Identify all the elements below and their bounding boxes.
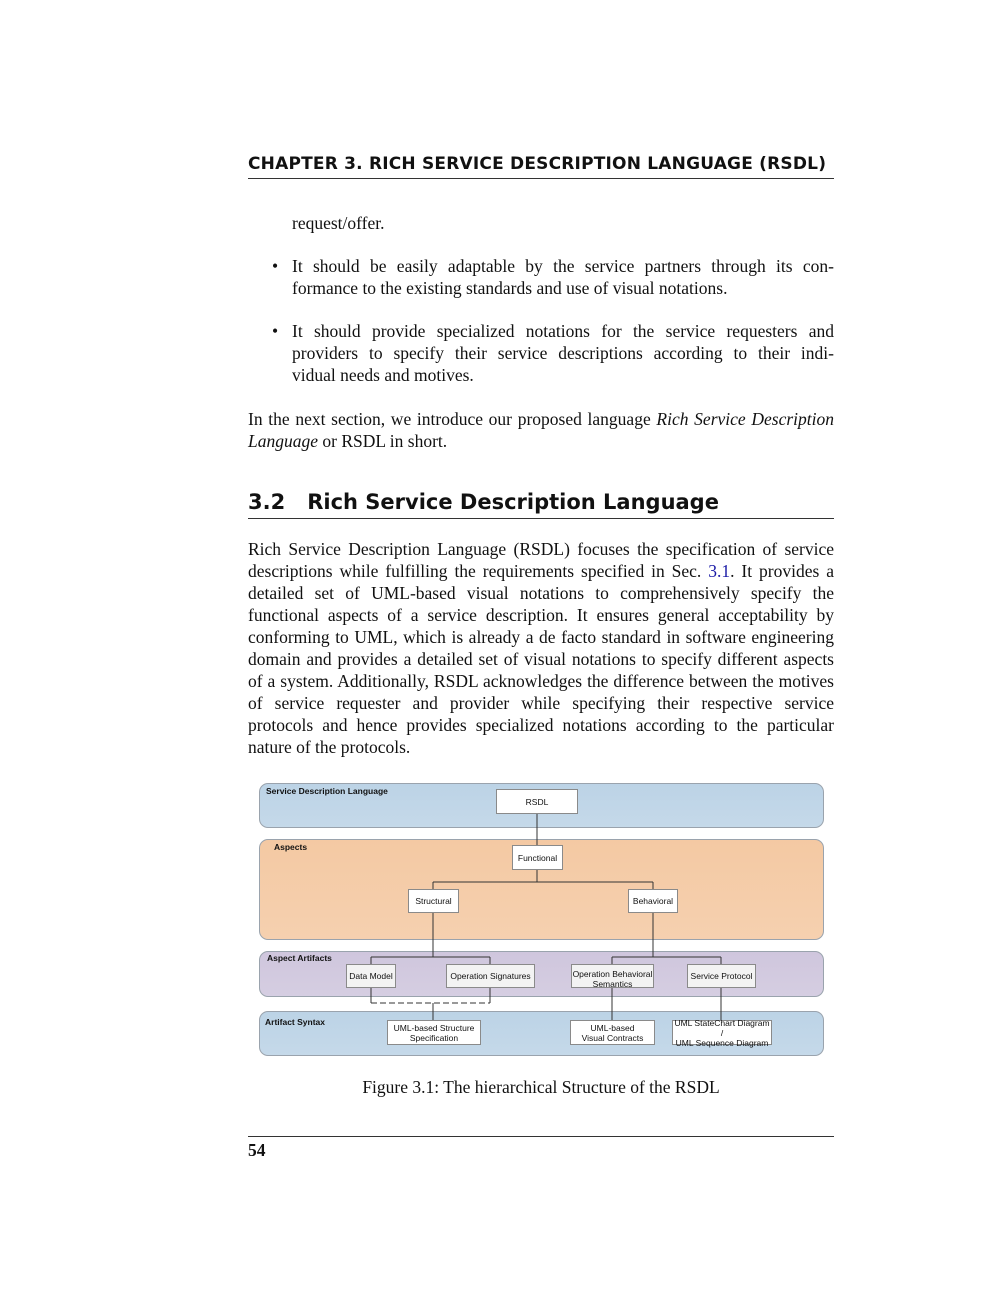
section-number: 3.2 (248, 490, 286, 514)
running-header: CHAPTER 3. RICH SERVICE DESCRIPTION LANGUAGE (RSDL) (248, 154, 834, 179)
structural-box: Structural (408, 889, 459, 913)
section-reference-link[interactable]: 3.1 (708, 561, 731, 581)
band-label: Aspect Artifacts (267, 953, 332, 963)
band-label: Aspects (274, 842, 308, 852)
box-line: Operation Behavioral (572, 969, 653, 979)
data-model-box: Data Model (346, 964, 396, 988)
uml-visual-contracts-box (570, 1020, 655, 1045)
band-label: Service Description Language (266, 786, 388, 796)
uml-structure-specification-box (387, 1020, 481, 1045)
bullet-line: formance to the existing standards and use of visual notations. (292, 278, 728, 298)
bullet-icon: • (272, 321, 279, 341)
box-line: Semantics (592, 979, 633, 989)
band-label: Artifact Syntax (265, 1017, 325, 1027)
box-line: Visual Contracts (581, 1032, 644, 1043)
bullet-line: It should be easily adaptable by the service partners through its con- (292, 256, 834, 276)
rsdl-box: RSDL (496, 789, 578, 814)
box-line: Specification (409, 1032, 459, 1043)
box-line: UML StateChart Diagram / (674, 1017, 770, 1038)
body-text: Rich Service Description Language (RSDL) focuses the specification of service descriptions while fulfilling the requirements specified in Sec. (248, 539, 834, 581)
bullet-icon: • (272, 256, 279, 276)
bullet-line: It should provide specialized notations for the service requesters and (292, 321, 834, 341)
footer-rule (248, 1136, 834, 1137)
intro-text: In the next section, we introduce our proposed language (248, 409, 657, 429)
uml-statechart-sequence-box (672, 1017, 772, 1048)
language-name: Rich Service Description Language (248, 409, 834, 451)
functional-box: Functional (512, 845, 563, 870)
body-text-continued: . It provides a detailed set of UML-based visual notations to comprehensively specify the functional aspects of a service description. It ensures general acceptability by conforming to UML, which is already a de facto standard in software engineering domain and provides a detailed set of visual notations to specify different aspects of a system. Additionally, RSDL acknowledges the difference between the motives of service requester and provider while specifying their respective service protocols and hence provides specialized notations according to the particular nature of the protocols. (248, 561, 834, 757)
section-title: Rich Service Description Language (307, 490, 719, 514)
box-line: UML Sequence Diagram (675, 1037, 769, 1048)
box-line: UML-based (590, 1022, 635, 1033)
bullet-line: vidual needs and motives. (292, 365, 474, 385)
bullet-line: providers to specify their service descriptions according to their indi- (292, 343, 834, 363)
service-protocol-box: Service Protocol (687, 964, 756, 988)
behavioral-box: Behavioral (628, 889, 678, 913)
page-number: 54 (248, 1140, 266, 1160)
box-line: UML-based Structure (393, 1022, 475, 1033)
figure-caption: Figure 3.1: The hierarchical Structure of the RSDL (362, 1077, 720, 1097)
operation-signatures-box: Operation Signatures (446, 964, 535, 988)
intro-text-end: or RSDL in short. (318, 431, 448, 451)
operation-behavioral-semantics-box (571, 964, 654, 988)
continued-text: request/offer. (292, 213, 385, 233)
